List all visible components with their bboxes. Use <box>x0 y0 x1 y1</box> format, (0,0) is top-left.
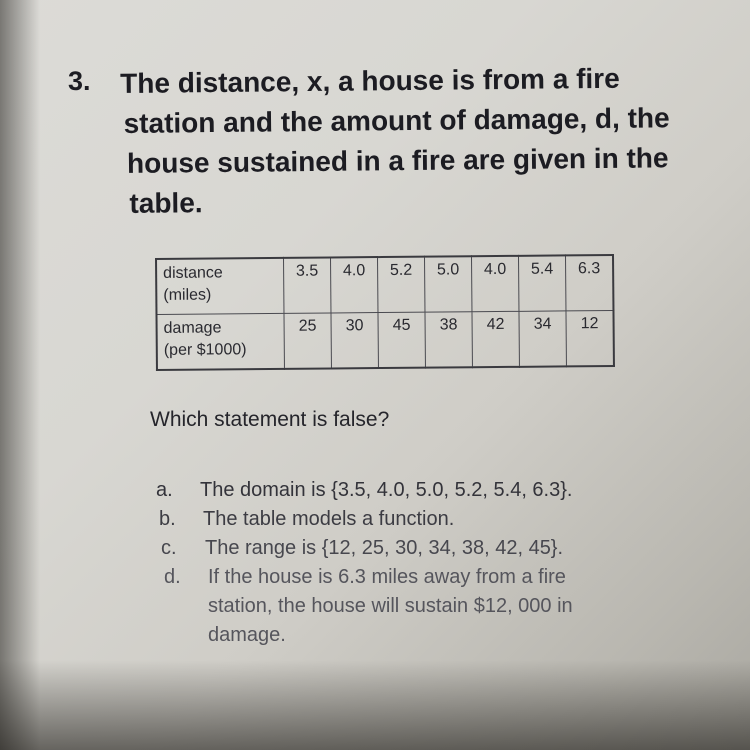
choice-letter: a. <box>156 479 173 501</box>
table-cell: 5.4 <box>518 255 565 311</box>
table-row-distance <box>156 255 613 314</box>
page-shadow-bottom <box>0 660 750 750</box>
question-line: house sustained in a fire are given in the <box>126 142 669 179</box>
choice-text: The range is {12, 25, 30, 34, 38, 42, 45}. <box>205 537 564 559</box>
row-header-distance <box>156 258 284 315</box>
choice-letter: b. <box>159 508 176 530</box>
table-cell: 4.0 <box>471 256 518 312</box>
page-shadow-left <box>0 0 40 750</box>
choice-letter: c. <box>161 537 177 559</box>
choice-text: If the house is 6.3 miles away from a fire station, the house will sustain $12, 000 in damage. <box>208 566 573 646</box>
table-cell: 5.0 <box>424 256 471 312</box>
table-cell: 34 <box>519 311 566 367</box>
table-cell: 30 <box>331 313 378 369</box>
question-number: 3. <box>68 66 91 96</box>
choice-text: The domain is {3.5, 4.0, 5.0, 5.2, 5.4, 6.3}. <box>200 479 573 501</box>
choice-c <box>155 534 670 563</box>
choice-text: The table models a function. <box>203 508 455 530</box>
choice-d <box>158 563 670 650</box>
data-table <box>155 254 615 371</box>
choice-b <box>153 505 670 534</box>
table-row-damage <box>156 311 613 370</box>
row-header-unit: (per $1000) <box>163 341 247 359</box>
table-cell: 12 <box>566 311 614 367</box>
question-line: station and the amount of damage, d, the <box>123 102 670 139</box>
table-cell: 5.2 <box>378 257 425 313</box>
answer-choices <box>150 476 670 650</box>
table-cell: 4.0 <box>331 257 378 313</box>
table-cell: 3.5 <box>284 257 331 313</box>
question-text <box>120 58 682 224</box>
row-header-damage <box>156 313 284 370</box>
choice-letter: d. <box>164 566 181 588</box>
question-prompt: Which statement is false? <box>150 408 390 431</box>
choice-a <box>150 476 670 505</box>
table-cell: 25 <box>284 313 331 369</box>
question-line: table. <box>129 187 203 219</box>
table-cell: 6.3 <box>565 255 613 311</box>
table-cell: 45 <box>378 312 425 368</box>
row-header-unit: (miles) <box>163 286 212 304</box>
table-cell: 38 <box>425 312 472 368</box>
question-line: The distance, x, a house is from a fire <box>120 62 620 99</box>
row-header-label: distance <box>163 264 223 282</box>
row-header-label: damage <box>163 319 222 337</box>
table-cell: 42 <box>472 311 519 367</box>
